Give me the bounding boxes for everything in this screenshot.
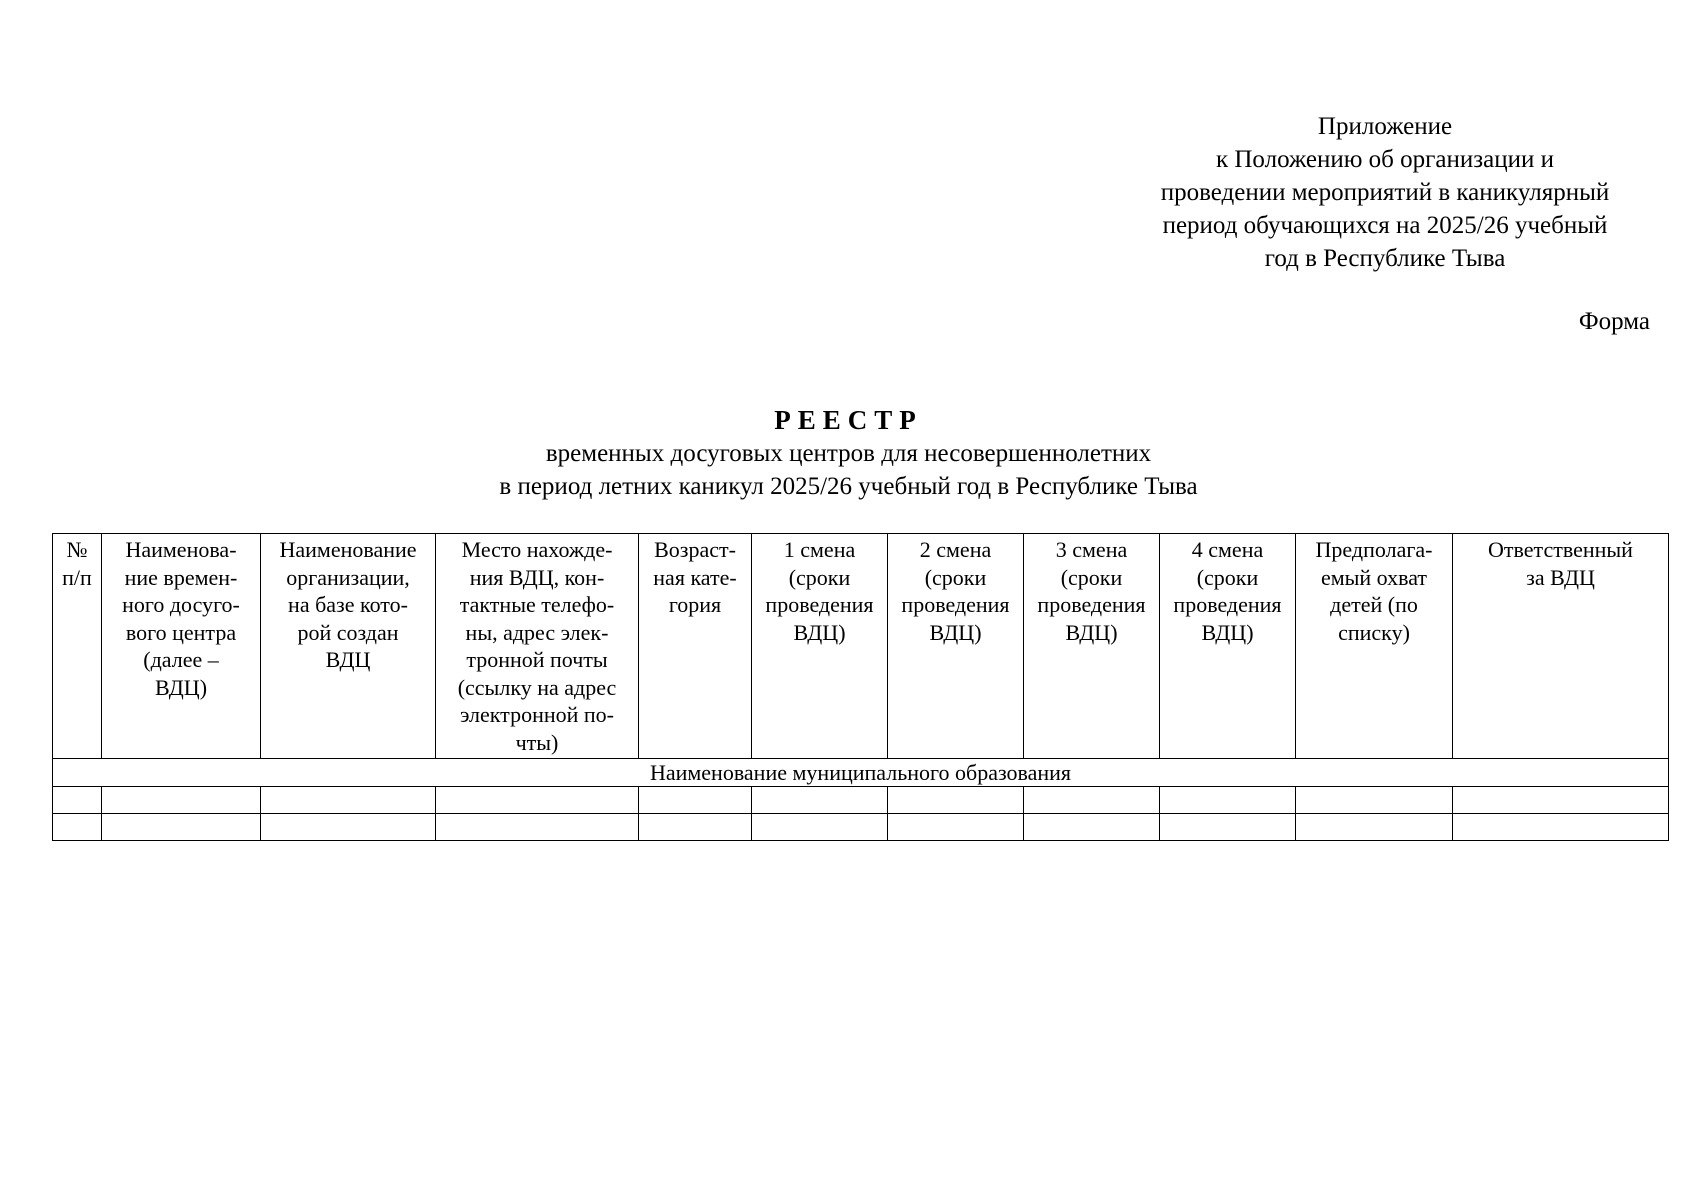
table-cell (1160, 787, 1296, 814)
table-cell (1453, 814, 1669, 841)
table-cell (888, 814, 1024, 841)
table-cell (752, 787, 888, 814)
table-cell (1024, 814, 1160, 841)
table-cell (261, 787, 436, 814)
title-line-2: в период летних каникул 2025/26 учебный год в Республике Тыва (499, 473, 1198, 500)
table-cell (1453, 787, 1669, 814)
header-cell-organization: Наименование организации, на базе кото- рой создан ВДЦ (261, 534, 436, 759)
table-cell (102, 814, 261, 841)
table-cell (436, 787, 639, 814)
appendix-line: к Положению об организации и (1215, 146, 1554, 173)
section-row (53, 759, 1669, 787)
header-cell-shift-1: 1 смена (сроки проведения ВДЦ) (752, 534, 888, 759)
header-cell-location-contacts: Место нахожде- ния ВДЦ, кон- тактные телефо- ны, адрес элек- тронной почты (ссылку на адрес электронной по- чты) (436, 534, 639, 759)
table-header-row (53, 534, 1669, 759)
header-cell-center-name: Наименова- ние времен- ного досуго- вого центра (далее – ВДЦ) (102, 534, 261, 759)
table-cell (261, 814, 436, 841)
appendix-line: проведении мероприятий в каникулярный (1160, 179, 1610, 206)
appendix-line: Приложение (1317, 113, 1453, 140)
table-cell (1160, 814, 1296, 841)
header-cell-shift-3: 3 смена (сроки проведения ВДЦ) (1024, 534, 1160, 759)
header-cell-age-category: Возраст- ная кате- гория (639, 534, 752, 759)
appendix-header (1120, 110, 1650, 275)
registry-table (52, 533, 1669, 841)
table-cell (639, 814, 752, 841)
header-cell-number: № п/п (53, 534, 102, 759)
table-cell (53, 814, 102, 841)
form-label: Форма (1578, 308, 1650, 335)
table-cell (53, 787, 102, 814)
header-cell-shift-2: 2 смена (сроки проведения ВДЦ) (888, 534, 1024, 759)
table-cell (436, 814, 639, 841)
document-title (0, 403, 1697, 503)
appendix-line: период обучающихся на 2025/26 учебный (1162, 212, 1608, 239)
header-cell-responsible: Ответственный за ВДЦ (1453, 534, 1669, 759)
header-cell-shift-4: 4 смена (сроки проведения ВДЦ) (1160, 534, 1296, 759)
table-cell (752, 814, 888, 841)
appendix-line: год в Республике Тыва (1264, 245, 1506, 272)
municipality-name-cell: Наименование муниципального образования (53, 759, 1669, 787)
table-row (53, 814, 1669, 841)
table-cell (639, 787, 752, 814)
table-row (53, 787, 1669, 814)
table-cell (1296, 814, 1453, 841)
table-cell (1024, 787, 1160, 814)
title-main: РЕЕСТР (774, 405, 923, 435)
table-cell (888, 787, 1024, 814)
table-cell (1296, 787, 1453, 814)
title-line-1: временных досуговых центров для несовершеннолетних (545, 440, 1152, 467)
table-cell (102, 787, 261, 814)
header-cell-coverage: Предполага- емый охват детей (по списку) (1296, 534, 1453, 759)
